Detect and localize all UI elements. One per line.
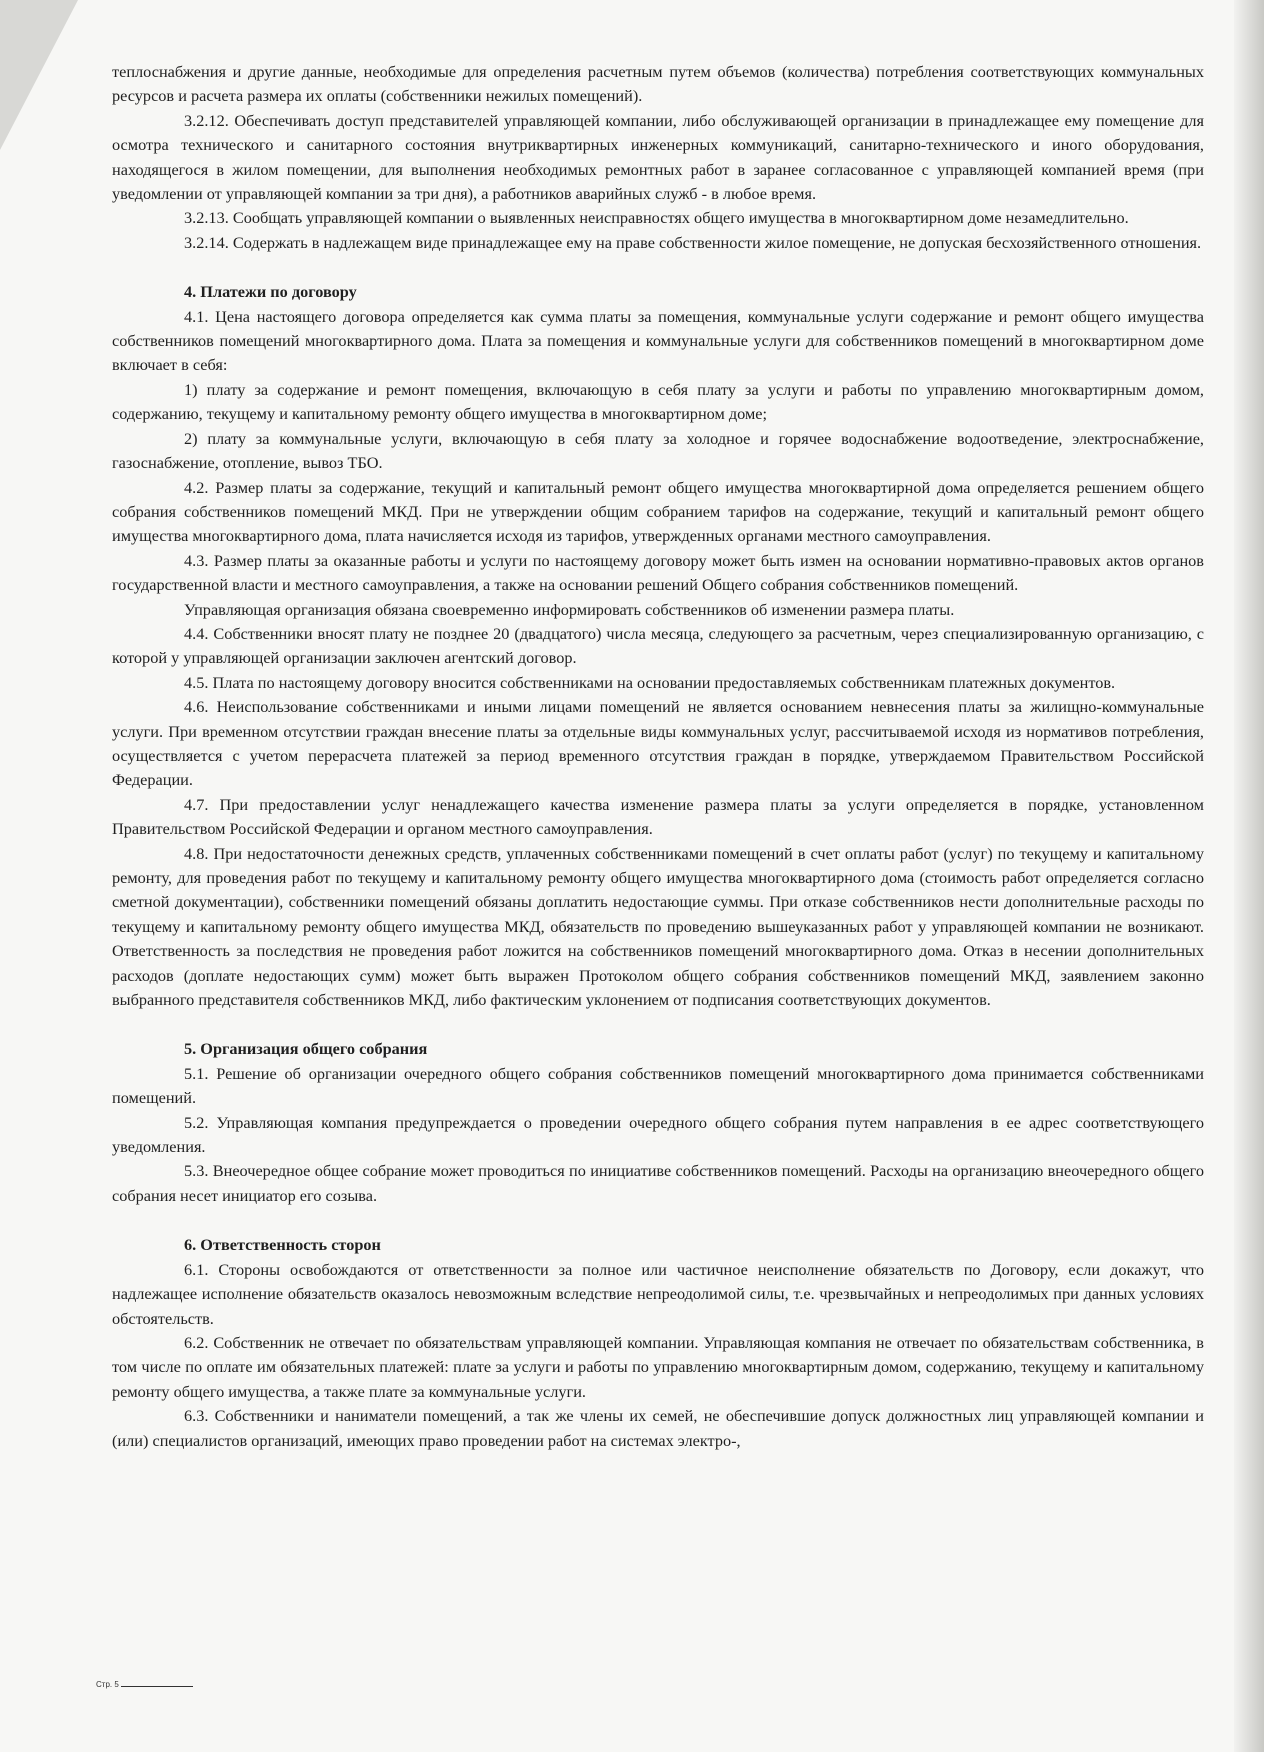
page-footer xyxy=(96,1680,193,1689)
clause-3-2-14: 3.2.14. Содержать в надлежащем виде принадлежащее ему на праве собственности жилое помещение, не допуская бесхозяйственного отношения. xyxy=(184,232,1202,252)
clause-4-4: 4.4. Собственники вносят плату не позднее 20 (двадцатого) числа месяца, следующего за расчетным, через специализированную организацию, с которой у управляющей организации заключен агентский договор. xyxy=(112,623,1204,668)
page-edge-shadow xyxy=(1234,0,1264,1752)
clause-4-3: 4.3. Размер платы за оказанные работы и услуги по настоящему договору может быть измен на основании нормативно-правовых актов органов государственной власти и местного самоуправления, а также на основании решений Общего собрания собственников помещений. xyxy=(112,550,1204,595)
section-heading-general-meeting: 5. Организация общего собрания xyxy=(184,1039,428,1059)
clause-5-3: 5.3. Внеочередное общее собрание может проводиться по инициативе собственников помещений. Расходы на организацию внеочередного общего собрания несет инициатор его созыва. xyxy=(112,1161,1204,1205)
clause-3-2-12: 3.2.12. Обеспечивать доступ представителей управляющей компании, либо обслуживающей организации в принадлежащее ему помещение для осмотра технического и санитарного состояния внутриквартирных инженерных коммуникаций, санитарно-технического и иного оборудования, находящегося в жилом помещении, для выполнения необходимых ремонтных работ в заранее согласованное с управляющей компанией время (при уведомлении от управляющей компании за три дня), а работников аварийных служб - в любое время. xyxy=(112,110,1204,204)
clause-4-5: 4.5. Плата по настоящему договору вносится собственниками на основании предоставляемых собственникам платежных документов. xyxy=(184,672,1116,692)
clause-4-2: 4.2. Размер платы за содержание, текущий и капитальный ремонт общего имущества многоквартирной дома определяется решением общего собрания собственников помещений МКД. При не утверждении общим собранием тарифов на содержание, текущий и капитальный ремонт общего имущества многоквартирного дома, плата начисляется исходя из тарифов, утвержденных органами местного самоуправления. xyxy=(112,477,1204,546)
clause-6-3: 6.3. Собственники и наниматели помещений, а так же члены их семей, не обеспечившие допуск должностных лиц управляющей компании и (или) специалистов организаций, имеющих право проведении работ на системах электро-, xyxy=(112,1406,1204,1450)
page-corner-fold xyxy=(0,0,78,150)
clause-4-6: 4.6. Неиспользование собственниками и иными лицами помещений не является основанием невнесения платы за жилищно-коммунальные услуги. При временном отсутствии граждан внесение платы за отдельные виды коммунальных услуг, рассчитываемой исходя из нормативов потребления, осуществляется с учетом перерасчета платежей за период временного отсутствия граждан в порядке, утверждаемом Правительством Российской Федерации. xyxy=(112,697,1204,790)
clause-3-2-13: 3.2.13. Сообщать управляющей компании о выявленных неисправностях общего имущества в многоквартирном доме незамедлительно. xyxy=(184,208,1129,228)
clause-4-7: 4.7. При предоставлении услуг ненадлежащего качества изменение размера платы за услуги определяется в порядке, установленном Правительством Российской Федерации и органом местного самоуправления. xyxy=(112,794,1204,839)
document-body xyxy=(112,60,1204,1453)
clause-4-8: 4.8. При недостаточности денежных средств, уплаченных собственниками помещений в счет оплаты работ (услуг) по текущему и капитальному ремонту, для проведения работ по текущему и капитальному ремонту общего имущества многоквартирного дома (стоимость работ определяется согласно сметной документации), собственники помещений обязаны доплатить недостающие суммы. При отказе собственников нести дополнительные расходы по текущему и капитальному ремонту общего имущества МКД, обязательств по проведению вышеуказанных работ у управляющей компании не возникают. Ответственность за последствия не проведения работ ложится на собственников помещений многоквартирного дома. Отказ в несении дополнительных расходов (доплате недостающих сумм) может быть выражен Протоколом общего собрания собственников помещений МКД, заявлением законно выбранного представителя собственников МКД, либо фактическим уклонением от подписания соответствующих документов. xyxy=(112,843,1204,1010)
clause-4-1-item-2: 2) плату за коммунальные услуги, включающую в себя плату за холодное и горячее водоснабжение водоотведение, электроснабжение, газоснабжение, отопление, вывоз ТБО. xyxy=(112,428,1204,473)
signature-line xyxy=(121,1686,193,1687)
clause-5-2: 5.2. Управляющая компания предупреждается о проведении очередного общего собрания путем направления в ее адрес соответствующего уведомления. xyxy=(112,1112,1204,1157)
clause-4-1-item-1: 1) плату за содержание и ремонт помещения, включающую в себя плату за услуги и работы по управлению многоквартирным домом, содержанию, текущему и капитальному ремонту общего имущества в многоквартирном доме; xyxy=(112,379,1204,424)
section-heading-payments: 4. Платежи по договору xyxy=(184,282,357,302)
clause-4-1: 4.1. Цена настоящего договора определяется как сумма платы за помещения, коммунальные услуги содержание и ремонт общего имущества собственников помещений многоквартирного дома. Плата за помещения и коммунальные услуги для собственников помещений в многоквартирном доме включает в себя: xyxy=(112,306,1204,375)
clause-6-2: 6.2. Собственник не отвечает по обязательствам управляющей компании. Управляющая компания не отвечает по обязательствам собственника, в том числе по оплате им обязательных платежей: плате за услуги и работы по управлению многоквартирным домом, содержанию, текущему и капитальному ремонту общего имущества, а также плате за коммунальные услуги. xyxy=(112,1332,1204,1401)
clause-4-3-note: Управляющая организация обязана своевременно информировать собственников об изменении размера платы. xyxy=(184,599,955,619)
page-number-label: Стр. 5 xyxy=(96,1680,119,1689)
clause-5-1: 5.1. Решение об организации очередного общего собрания собственников помещений многоквартирного дома принимается собственниками помещений. xyxy=(112,1063,1204,1108)
paragraph-continuation: теплоснабжения и другие данные, необходимые для определения расчетным путем объемов (количества) потребления соответствующих коммунальных ресурсов и расчета размера их оплаты (собственники нежилых помещений). xyxy=(112,62,1204,106)
section-heading-liability: 6. Ответственность сторон xyxy=(184,1235,381,1255)
clause-6-1: 6.1. Стороны освобождаются от ответственности за полное или частичное неисполнение обязательств по Договору, если докажут, что надлежащее исполнение обязательств оказалось невозможным вследствие непреодолимой силы, т.е. чрезвычайных и непреодолимых при данных условиях обстоятельств. xyxy=(112,1259,1204,1328)
